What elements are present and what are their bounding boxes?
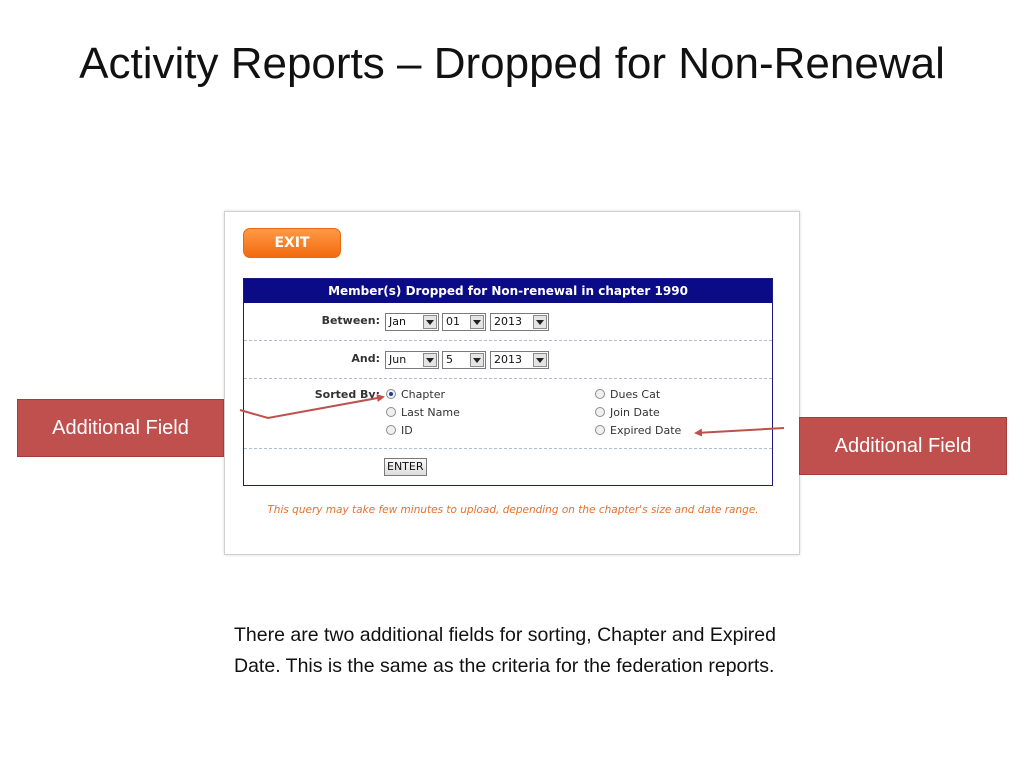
and-year-value: 2013 [494, 353, 522, 366]
between-label: Between: [321, 314, 380, 327]
report-form [243, 278, 773, 486]
and-year-select[interactable] [490, 351, 549, 369]
sort-option-chapter[interactable] [386, 387, 445, 403]
chevron-down-icon [423, 315, 437, 329]
slide-caption: There are two additional fields for sorting, Chapter and Expired Date. This is the same as the criteria for the federation reports. [234, 624, 776, 677]
sort-option-last-name[interactable] [386, 405, 460, 421]
radio-icon[interactable] [595, 389, 605, 399]
between-month-select[interactable] [385, 313, 439, 331]
sorted-by-row [244, 379, 772, 449]
sort-option-label: Dues Cat [610, 388, 661, 401]
sort-option-label: ID [401, 424, 413, 437]
query-note: This query may take few minutes to upload, depending on the chapter's size and date range. [267, 504, 759, 516]
between-day-value: 01 [446, 315, 460, 328]
sort-option-label: Expired Date [610, 424, 682, 437]
sort-option-label: Join Date [610, 406, 660, 419]
chevron-down-icon [470, 353, 484, 367]
between-day-select[interactable] [442, 313, 486, 331]
and-month-value: Jun [389, 353, 407, 366]
enter-button[interactable]: ENTER [384, 458, 427, 476]
radio-icon[interactable] [595, 425, 605, 435]
exit-button[interactable]: EXIT [243, 228, 341, 258]
app-screenshot [224, 211, 800, 555]
slide-title: Activity Reports – Dropped for Non-Renewal [79, 39, 945, 88]
sort-option-id[interactable] [386, 423, 413, 439]
and-day-select[interactable] [442, 351, 486, 369]
sort-option-dues-cat[interactable] [595, 387, 660, 403]
between-month-value: Jan [389, 315, 406, 328]
radio-icon[interactable] [595, 407, 605, 417]
sort-option-label: Chapter [401, 388, 445, 401]
chevron-down-icon [533, 353, 547, 367]
sort-option-join-date[interactable] [595, 405, 660, 421]
and-row [244, 341, 772, 379]
sorted-by-label: Sorted By: [314, 388, 380, 401]
between-year-value: 2013 [494, 315, 522, 328]
between-year-select[interactable] [490, 313, 549, 331]
enter-row [244, 449, 772, 485]
radio-icon[interactable] [386, 407, 396, 417]
chevron-down-icon [423, 353, 437, 367]
and-label: And: [351, 352, 380, 365]
form-header: Member(s) Dropped for Non-renewal in chapter 1990 [244, 279, 772, 303]
chevron-down-icon [533, 315, 547, 329]
callout-additional-field-right: Additional Field [799, 417, 1007, 475]
radio-icon[interactable] [386, 425, 396, 435]
radio-selected-icon[interactable] [386, 389, 396, 399]
and-month-select[interactable] [385, 351, 439, 369]
callout-additional-field-left: Additional Field [17, 399, 224, 457]
between-row [244, 303, 772, 341]
sort-option-label: Last Name [401, 406, 460, 419]
chevron-down-icon [470, 315, 484, 329]
and-day-value: 5 [446, 353, 453, 366]
sort-option-expired-date[interactable] [595, 423, 681, 439]
